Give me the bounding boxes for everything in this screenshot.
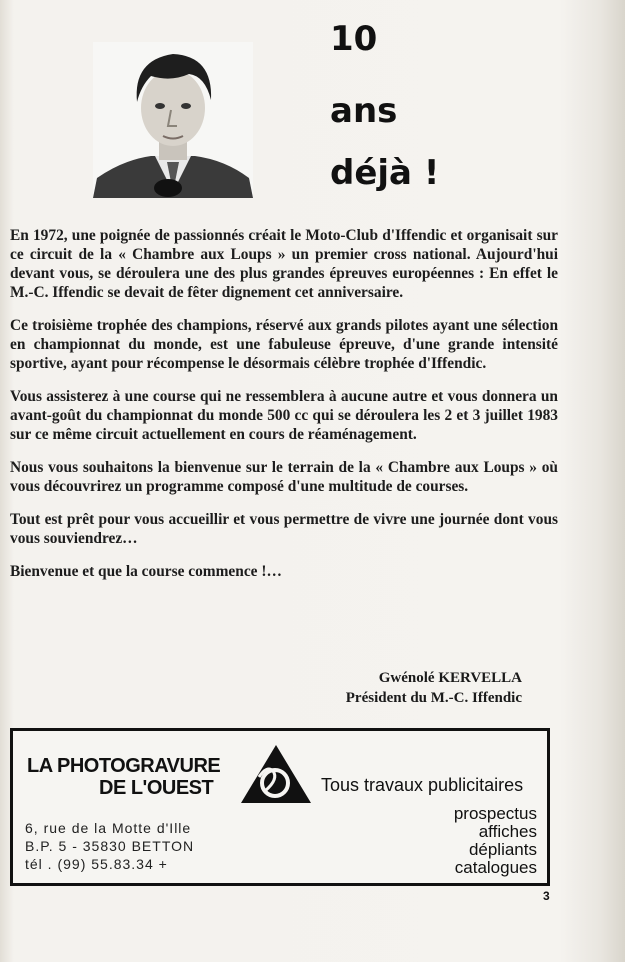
- title-line-1: 10: [330, 19, 378, 59]
- title-line-3: déjà !: [330, 153, 440, 193]
- signature-role: Président du M.-C. Iffendic: [345, 690, 522, 706]
- paragraph: En 1972, une poignée de passionnés créait le Moto-Club d'Iffendic et organisait sur ce circuit de la « Chambre aux Loups » un premier cross national. Aujourd'hui devant vous, se déroulera une des plus grandes épreuves européennes : En effet le M.-C. Iffendic se devait de fêter dignement cet anniversaire.: [10, 227, 558, 301]
- portrait-illustration: [93, 42, 253, 198]
- advertisement-box: [10, 728, 550, 886]
- paragraph: Nous vous souhaitons la bienvenue sur le terrain de la « Chambre aux Loups » où vous découvrirez un programme composé d'une multitude de courses.: [10, 459, 558, 495]
- ad-company-line-2: DE L'OUEST: [99, 777, 214, 799]
- ad-service-item: dépliants: [468, 840, 537, 859]
- paragraph: Vous assisterez à une course qui ne ressemblera à aucune autre et vous donnera un avant-goût du championnat du monde 500 cc qui se déroulera les 2 et 3 juillet 1983 sur ce même circuit actuellement en cours de réaménagement.: [10, 388, 558, 443]
- ad-phone: tél . (99) 55.83.34 +: [25, 856, 168, 872]
- ad-service-item: affiches: [478, 822, 537, 841]
- ad-address: [25, 819, 194, 873]
- ad-company-name: [27, 755, 220, 799]
- ad-tagline: Tous travaux publicitaires: [321, 775, 524, 795]
- paragraph: Bienvenue et que la course commence !…: [10, 563, 282, 580]
- signature-name: Gwénolé KERVELLA: [378, 670, 522, 686]
- paragraph: Tout est prêt pour vous accueillir et vous permettre de vivre une journée dont vous vous souviendrez…: [10, 511, 558, 547]
- triangle-logo-icon: [239, 743, 313, 805]
- editorial-text: [10, 226, 558, 595]
- ad-service-item: prospectus: [453, 804, 537, 823]
- ad-address-line-2: B.P. 5 - 35830 BETTON: [25, 838, 195, 854]
- ad-address-line-1: 6, rue de la Motte d'Ille: [25, 820, 192, 836]
- title-line-2: ans: [330, 91, 398, 131]
- ad-company-line-1: LA PHOTOGRAVURE: [27, 755, 221, 777]
- ad-service-item: catalogues: [454, 858, 537, 877]
- ad-services-list: [454, 805, 537, 877]
- president-portrait-photo: [93, 42, 253, 198]
- signature-block: [300, 668, 522, 708]
- paragraph: Ce troisième trophée des champions, réservé aux grands pilotes ayant une sélection en championnat du monde, est une fabuleuse épreuve, d'une grande intensité sportive, ayant pour récompense le désormais célèbre trophée d'Iffendic.: [10, 317, 558, 372]
- page-number: 3: [543, 889, 550, 903]
